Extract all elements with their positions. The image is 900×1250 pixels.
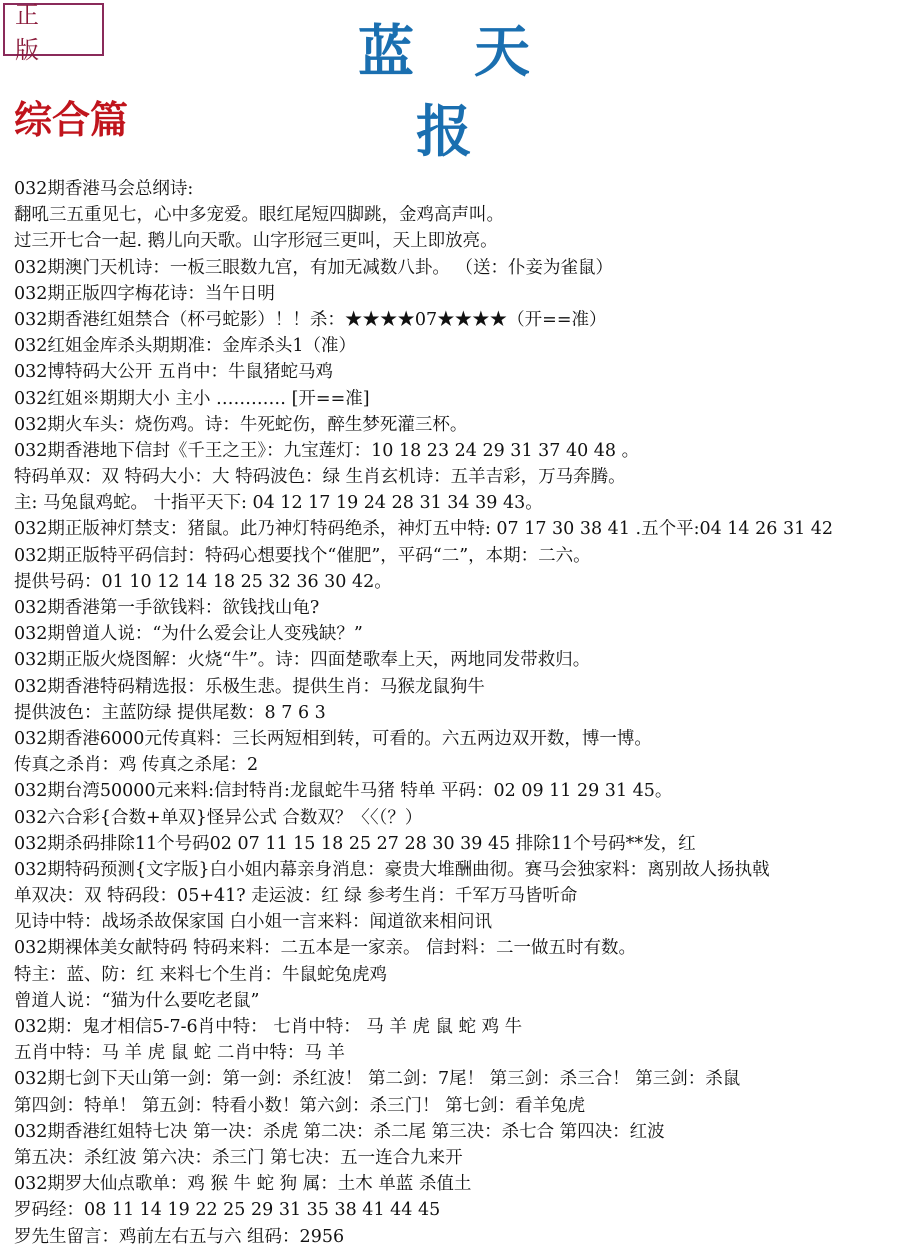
- text-line: 见诗中特：战场杀故保家国 白小姐一言来料：闻道欲来相问讯: [14, 912, 493, 933]
- text-line: 032期澳门天机诗：一板三眼数九宫，有加无减数八卦。 （送：仆妾为雀鼠）: [14, 257, 613, 278]
- text-line: 032六合彩{合数+单双}怪异公式 合数双？〈〈（？）: [14, 807, 423, 828]
- text-line: 第四剑：特单！ 第五剑：特看小数！第六剑：杀三门！ 第七剑：看羊兔虎: [14, 1095, 586, 1116]
- text-line: 032期香港红姐特七决 第一决：杀虎 第二决：杀二尾 第三决：杀七合 第四决：红波: [14, 1121, 665, 1142]
- text-line: 032期香港红姐禁合（杯弓蛇影）！！杀：★★★★07★★★★（开==准）: [14, 309, 607, 330]
- text-line: 032期曾道人说：“为什么爱会让人变残缺？”: [14, 624, 363, 645]
- text-line: 032期火车头：烧伤鸡。诗：牛死蛇伤，醉生梦死灌三杯。: [14, 414, 468, 435]
- text-line: 翻吼三五重见七，心中多宠爱。眼红尾短四脚跳，金鸡高声叫。: [14, 205, 504, 226]
- text-line: 罗先生留言：鸡前左右五与六 组码：2956: [14, 1226, 345, 1247]
- text-line: 032期正版四字梅花诗：当午日明: [14, 283, 275, 304]
- text-line: 特主：蓝、防：红 来料七个生肖：牛鼠蛇兔虎鸡: [14, 964, 388, 985]
- text-line: 曾道人说：“猫为什么要吃老鼠”: [14, 990, 260, 1011]
- text-line: 032红姐※期期大小 主小 ………… [开==准]: [14, 388, 370, 409]
- text-line: 032期香港特码精选报：乐极生悲。提供生肖：马猴龙鼠狗牛: [14, 676, 485, 697]
- text-line: 032博特码大公开 五肖中：牛鼠猪蛇马鸡: [14, 362, 333, 383]
- text-line: 第五决：杀红波 第六决：杀三门 第七决：五一连合九来开: [14, 1147, 463, 1168]
- text-line: 过三开七合一起. 鹅儿向天歌。山字形冠三更叫，天上即放亮。: [14, 231, 498, 252]
- text-line: 032期特码预测{文字版}白小姐内幕亲身消息：豪贵大堆酬曲彻。赛马会独家料：离别故人扬执戟: [14, 859, 770, 880]
- text-line: 032期正版火烧图解：火烧“牛”。诗：四面楚歌奉上天，两地同发带救归。: [14, 650, 591, 671]
- text-line: 特码单双：双 特码大小：大 特码波色：绿 生肖玄机诗：五羊吉彩，万马奔腾。: [14, 467, 626, 488]
- text-line: 032期罗大仙点歌单：鸡 猴 牛 蛇 狗 属：土木 单蓝 杀值土: [14, 1174, 472, 1195]
- text-line: 032期杀码排除11个号码02 07 11 15 18 25 27 28 30 39 45 排除11个号码**发，红: [14, 833, 696, 854]
- text-line: 主: 马兔鼠鸡蛇。 十指平天下: 04 12 17 19 24 28 31 34 39 43。: [14, 493, 543, 514]
- text-line: 032期：鬼才相信5-7-6肖中特： 七肖中特： 马 羊 虎 鼠 蛇 鸡 牛: [14, 1017, 523, 1037]
- text-line: 032期七剑下天山第一剑：第一剑：杀红波！ 第二剑：7尾！ 第三剑：杀三合！ 第三剑：杀鼠: [14, 1069, 741, 1090]
- text-line: 单双决：双 特码段：05+41? 走运波：红 绿 参考生肖：千军万马皆听命: [14, 886, 578, 907]
- text-line: 032期香港6000元传真料：三长两短相到转，可看的。六五两边双开数，博一博。: [14, 728, 652, 749]
- text-line: 032期香港地下信封《千王之王》：九宝莲灯：10 18 23 24 29 31 37 40 48 。: [14, 440, 640, 461]
- text-line: 传真之杀肖：鸡 传真之杀尾：2: [14, 755, 259, 776]
- text-line: 032期裸体美女献特码 特码来料：二五本是一家亲。 信封料：二一做五时有数。: [14, 938, 637, 959]
- text-line: 032期香港马会总纲诗:: [14, 179, 194, 199]
- masthead-title: 蓝天报: [358, 19, 590, 165]
- text-line: 032期台湾50000元来料:信封特肖:龙鼠蛇牛马猪 特单 平码：02 09 11 29 31 45。: [14, 781, 673, 802]
- text-line: 032期香港第一手欲钱料：欲钱找山龟?: [14, 598, 320, 618]
- edition-badge: [3, 0, 104, 64]
- text-line: 032红姐金库杀头期期准：金库杀头1（准）: [14, 336, 357, 357]
- text-line: 提供波色：主蓝防绿 提供尾数：8 7 6 3: [14, 702, 326, 723]
- text-line: 罗码经：08 11 14 19 22 25 29 31 35 38 41 44 45: [14, 1200, 441, 1221]
- article-body: [14, 176, 898, 1250]
- section-title: 综合篇: [14, 97, 129, 142]
- text-line: 032期正版神灯禁支：猪鼠。此乃神灯特码绝杀，神灯五中特: 07 17 30 38 41 .五个平:04 14 26 31 42: [14, 519, 834, 540]
- text-line: 提供号码：01 10 12 14 18 25 32 36 30 42。: [14, 571, 392, 592]
- text-line: 032期正版特平码信封：特码心想要找个“催肥”，平码“二”，本期：二六。: [14, 545, 591, 566]
- text-line: 五肖中特：马 羊 虎 鼠 蛇 二肖中特：马 羊: [14, 1043, 345, 1064]
- badge-label: 正 版: [15, 0, 53, 64]
